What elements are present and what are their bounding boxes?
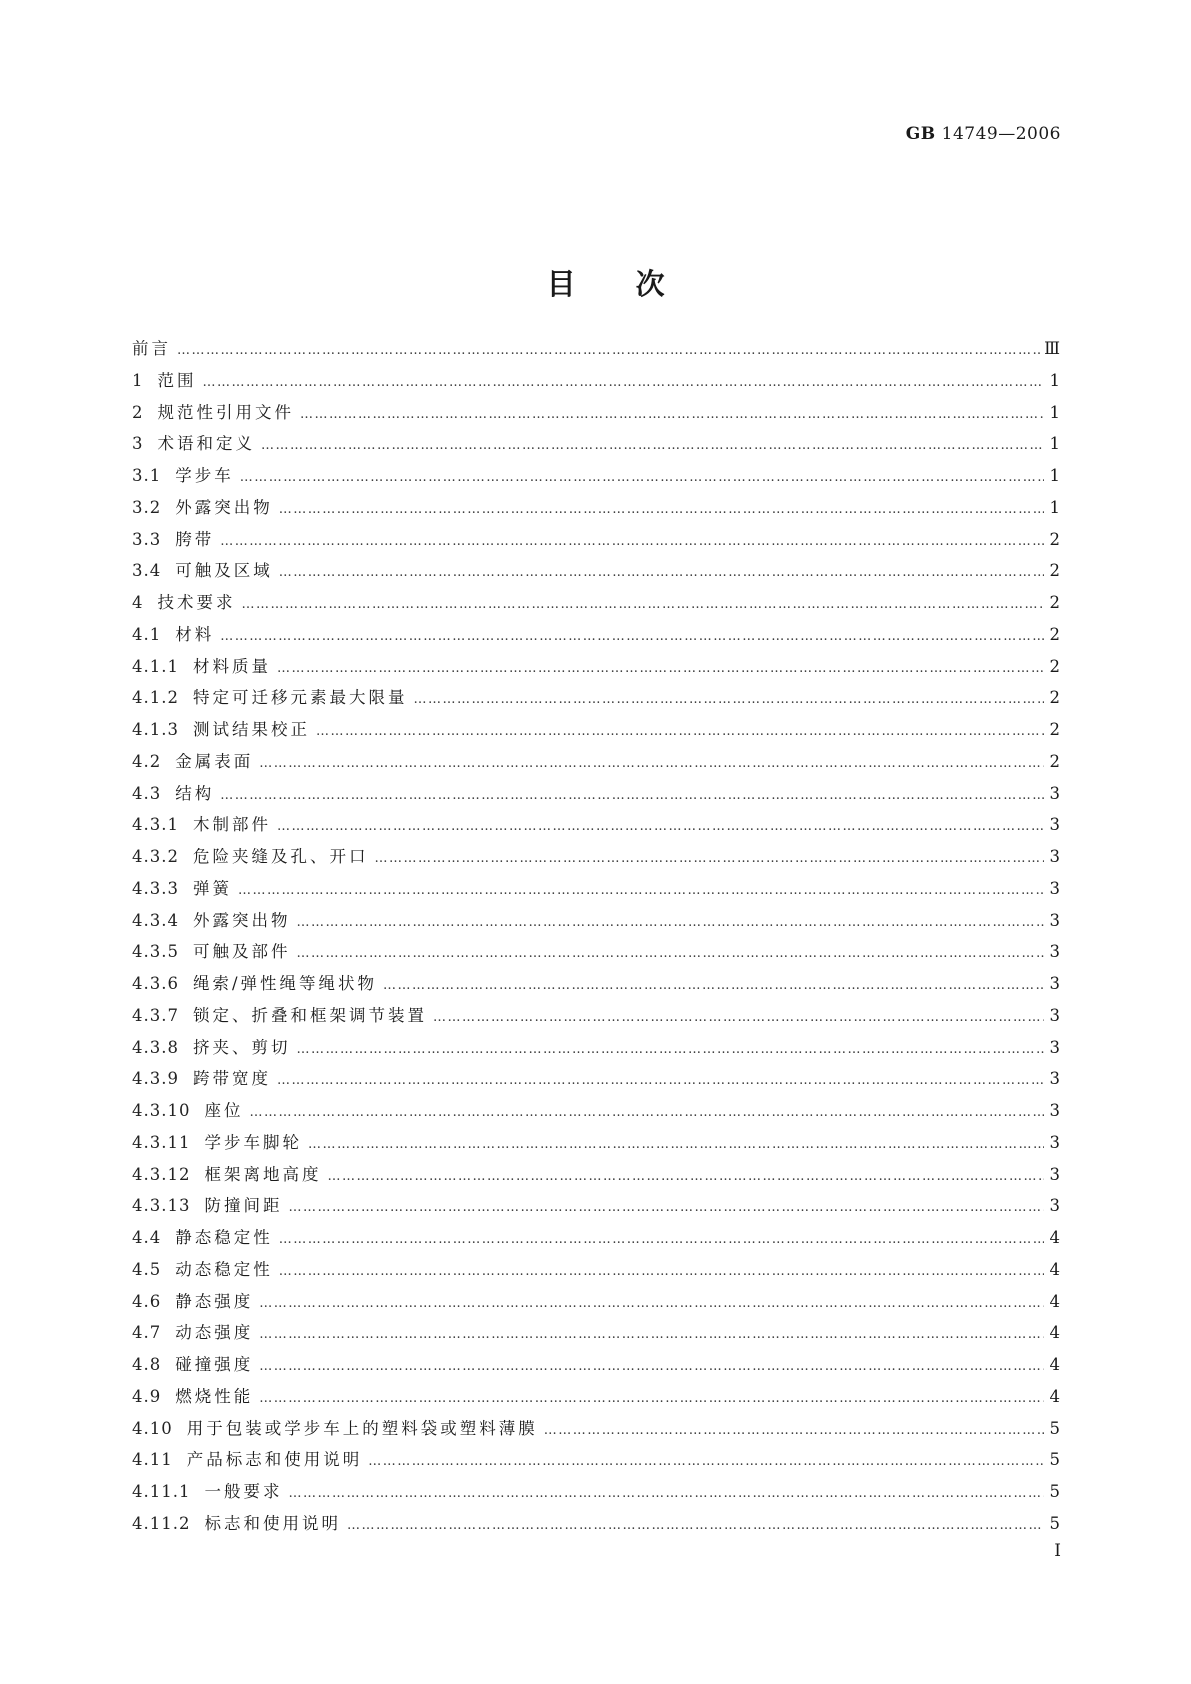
- toc-entry-title: 材料: [175, 624, 215, 644]
- toc-entry-title: 产品标志和使用说明: [186, 1450, 363, 1470]
- toc-entry-page: 3: [1049, 910, 1060, 930]
- toc-leader-dots: [277, 653, 1044, 685]
- toc-entry[interactable]: [132, 905, 1060, 937]
- toc-entry[interactable]: [132, 841, 1060, 873]
- toc-entry[interactable]: [132, 746, 1060, 778]
- toc-entry[interactable]: [132, 1508, 1060, 1540]
- toc-entry[interactable]: [132, 460, 1060, 492]
- toc-entry-page: 3: [1049, 942, 1060, 962]
- toc-entry-title: 静态稳定性: [175, 1228, 273, 1247]
- toc-entry-page: 3: [1049, 1164, 1060, 1184]
- toc-entry-title: 可触及区域: [175, 561, 273, 581]
- toc-entry-page: 2: [1049, 688, 1060, 708]
- toc-entry[interactable]: [132, 1095, 1060, 1127]
- toc-leader-dots: [279, 1256, 1044, 1288]
- toc-leader-dots: [277, 1065, 1044, 1097]
- toc-entry[interactable]: [132, 1032, 1060, 1064]
- toc-entry-page: 3: [1049, 1005, 1060, 1025]
- toc-entry-title: 用于包装或学步车上的塑料袋或塑料薄膜: [186, 1418, 538, 1438]
- toc-entry-page: 4: [1049, 1259, 1060, 1279]
- toc-entry-number: 4.3: [132, 783, 162, 803]
- toc-entry[interactable]: [132, 365, 1060, 397]
- toc-entry-title: 标志和使用说明: [204, 1513, 341, 1533]
- toc-leader-dots: [259, 1351, 1044, 1383]
- toc-entry-number: 3: [132, 434, 144, 454]
- toc-leader-dots: [220, 621, 1044, 653]
- toc-entry-page: 2: [1049, 751, 1060, 771]
- toc-leader-dots: [433, 1002, 1044, 1034]
- toc-leader-dots: [383, 970, 1044, 1002]
- toc-entry-title: 防撞间距: [204, 1196, 283, 1216]
- toc-entry-title: 一般要求: [204, 1482, 283, 1501]
- toc-entry-page: 5: [1049, 1418, 1060, 1438]
- toc-entry[interactable]: [132, 524, 1060, 556]
- toc-leader-dots: [316, 716, 1044, 748]
- toc-entry[interactable]: [132, 1476, 1060, 1508]
- toc-entry-number: 4.3.3: [132, 878, 179, 898]
- toc-entry-number: 3.1: [132, 466, 162, 485]
- toc-entry-title: 测试结果校正: [192, 720, 310, 739]
- toc-leader-dots: [259, 1319, 1044, 1351]
- toc-entry[interactable]: [132, 1222, 1060, 1254]
- toc-leader-dots: [347, 1510, 1044, 1542]
- toc-entry-number: 4.3.5: [132, 942, 179, 962]
- toc-entry[interactable]: [132, 428, 1060, 460]
- toc-entry-number: 2: [132, 402, 144, 422]
- toc-entry-title: 外露突出物: [175, 497, 273, 517]
- toc-entry-page: 1: [1049, 466, 1060, 485]
- toc-leader-dots: [242, 589, 1045, 621]
- toc-entry-number: 4.3.10: [132, 1101, 191, 1120]
- toc-entry-title: 术语和定义: [157, 434, 255, 454]
- toc-entry-title: 木制部件: [192, 815, 271, 835]
- toc-entry-page: 5: [1049, 1482, 1060, 1501]
- toc-entry[interactable]: [132, 873, 1060, 905]
- toc-entry[interactable]: [132, 619, 1060, 651]
- toc-entry-number: 4.3.6: [132, 974, 179, 993]
- toc-entry-page: 2: [1049, 624, 1060, 644]
- toc-entry-number: 4.3.12: [132, 1164, 191, 1184]
- toc-entry[interactable]: [132, 1444, 1060, 1476]
- toc-leader-dots: [296, 1034, 1044, 1066]
- toc-entry-number: 4.11.1: [132, 1482, 191, 1501]
- toc-entry-title: 范围: [157, 370, 197, 390]
- toc-entry-title: 危险夹缝及孔、开口: [192, 847, 369, 866]
- toc-entry-title: 动态稳定性: [175, 1259, 273, 1279]
- toc-entry-page: 3: [1049, 878, 1060, 898]
- toc-entry-page: 3: [1049, 783, 1060, 803]
- toc-entry[interactable]: [132, 682, 1060, 714]
- toc-entry-page: 2: [1049, 561, 1060, 581]
- toc-leader-dots: [288, 1478, 1044, 1510]
- toc-entry-title: 结构: [175, 783, 215, 803]
- toc-entry-title: 胯带: [175, 529, 215, 549]
- page-title: [0, 228, 1191, 303]
- toc-entry-page: 3: [1049, 1069, 1060, 1089]
- toc-entry-number: 3.4: [132, 561, 162, 581]
- toc-leader-dots: [288, 1192, 1044, 1224]
- toc-entry-title: 座位: [204, 1101, 244, 1120]
- toc-entry-number: 4.10: [132, 1418, 173, 1438]
- toc-entry-title: 前言: [132, 339, 171, 358]
- toc-entry-title: 学步车: [175, 466, 234, 485]
- toc-entry-page: 2: [1049, 720, 1060, 739]
- toc-entry[interactable]: [132, 968, 1060, 1000]
- toc-entry[interactable]: [132, 333, 1060, 365]
- toc-entry-title: 金属表面: [175, 751, 254, 771]
- toc-entry-title: 外露突出物: [192, 910, 291, 930]
- toc-entry[interactable]: [132, 587, 1060, 619]
- toc-entry[interactable]: [132, 1190, 1060, 1222]
- toc-entry-page: 2: [1049, 529, 1060, 549]
- toc-leader-dots: [203, 367, 1045, 399]
- toc-leader-dots: [259, 748, 1044, 780]
- toc-entry-title: 挤夹、剪切: [192, 1037, 291, 1057]
- toc-leader-dots: [277, 811, 1044, 843]
- toc-leader-dots: [177, 335, 1040, 367]
- toc-entry-page: 3: [1049, 1037, 1060, 1057]
- page-title-part-2: 次: [635, 267, 665, 301]
- toc-entry-page: 1: [1049, 497, 1060, 517]
- toc-entry-title: 燃烧性能: [175, 1386, 254, 1406]
- toc-entry[interactable]: [132, 1349, 1060, 1381]
- toc-entry-number: 4.3.9: [132, 1069, 179, 1089]
- toc-entry-title: 弹簧: [192, 878, 232, 898]
- toc-entry[interactable]: [132, 555, 1060, 587]
- toc-entry[interactable]: [132, 1317, 1060, 1349]
- toc-entry-number: 4.5: [132, 1259, 162, 1279]
- toc-entry[interactable]: [132, 492, 1060, 524]
- toc-leader-dots: [308, 1129, 1044, 1161]
- toc-entry-number: 4.6: [132, 1291, 162, 1311]
- toc-entry-number: 3.3: [132, 529, 162, 549]
- toc-entry-title: 框架离地高度: [204, 1164, 322, 1184]
- toc-entry-number: 4.3.13: [132, 1196, 191, 1216]
- toc-entry-page: 3: [1049, 974, 1060, 993]
- toc-leader-dots: [296, 907, 1044, 939]
- toc-entry-number: 4.3.4: [132, 910, 179, 930]
- toc-entry[interactable]: [132, 778, 1060, 810]
- toc-entry-title: 特定可迁移元素最大限量: [192, 688, 408, 708]
- toc-leader-dots: [296, 938, 1044, 970]
- table-of-contents: [132, 333, 1060, 1540]
- toc-entry-title: 可触及部件: [192, 942, 291, 962]
- toc-entry[interactable]: [132, 651, 1060, 683]
- toc-leader-dots: [249, 1097, 1044, 1129]
- toc-entry-page: 3: [1049, 1132, 1060, 1152]
- toc-entry[interactable]: [132, 397, 1060, 429]
- toc-entry-title: 碰撞强度: [175, 1355, 254, 1374]
- toc-entry-title: 跨带宽度: [192, 1069, 271, 1089]
- toc-leader-dots: [261, 430, 1044, 462]
- toc-entry-page: 3: [1049, 1196, 1060, 1216]
- toc-entry-number: 4.11: [132, 1450, 173, 1470]
- toc-entry-title: 技术要求: [157, 593, 236, 612]
- toc-entry-number: 4.1.3: [132, 720, 179, 739]
- toc-entry-page: Ⅲ: [1044, 339, 1060, 358]
- toc-entry[interactable]: [132, 714, 1060, 746]
- toc-leader-dots: [220, 780, 1044, 812]
- toc-entry-number: 4.3.1: [132, 815, 179, 835]
- toc-entry-number: 4.2: [132, 751, 162, 771]
- toc-entry-page: 4: [1049, 1323, 1060, 1343]
- toc-entry-number: 4.7: [132, 1323, 162, 1343]
- toc-leader-dots: [279, 1224, 1044, 1256]
- toc-entry-page: 5: [1049, 1450, 1060, 1470]
- toc-entry[interactable]: [132, 1159, 1060, 1191]
- toc-leader-dots: [240, 462, 1044, 494]
- toc-entry-title: 材料质量: [192, 656, 271, 676]
- toc-entry[interactable]: [132, 1063, 1060, 1095]
- page-folio: I: [1054, 1541, 1061, 1561]
- toc-entry-number: 4.4: [132, 1228, 162, 1247]
- toc-leader-dots: [259, 1288, 1044, 1320]
- toc-entry-number: 4: [132, 593, 144, 612]
- standard-number: 14749—2006: [941, 124, 1061, 144]
- toc-entry-number: 4.11.2: [132, 1513, 191, 1533]
- toc-entry-title: 锁定、折叠和框架调节装置: [192, 1005, 427, 1025]
- toc-leader-dots: [238, 875, 1044, 907]
- toc-entry-title: 学步车脚轮: [204, 1132, 302, 1152]
- toc-entry[interactable]: [132, 1127, 1060, 1159]
- toc-entry-number: 1: [132, 370, 144, 390]
- toc-leader-dots: [279, 494, 1044, 526]
- page-title-part-1: 目: [546, 267, 576, 301]
- toc-leader-dots: [544, 1415, 1044, 1447]
- toc-leader-dots: [413, 684, 1044, 716]
- toc-entry-number: 3.2: [132, 497, 162, 517]
- toc-entry-page: 4: [1049, 1228, 1060, 1247]
- toc-entry-page: 3: [1049, 815, 1060, 835]
- toc-entry-page: 4: [1049, 1291, 1060, 1311]
- standard-prefix: GB: [905, 124, 936, 144]
- toc-leader-dots: [279, 557, 1044, 589]
- toc-entry-page: 1: [1049, 434, 1060, 454]
- toc-entry-number: 4.1: [132, 624, 162, 644]
- toc-leader-dots: [300, 399, 1044, 431]
- toc-leader-dots: [374, 843, 1044, 875]
- toc-entry-number: 4.3.8: [132, 1037, 179, 1057]
- toc-entry[interactable]: [132, 1254, 1060, 1286]
- toc-leader-dots: [259, 1383, 1044, 1415]
- toc-leader-dots: [220, 526, 1044, 558]
- toc-entry-page: 4: [1049, 1355, 1060, 1374]
- toc-leader-dots: [368, 1446, 1044, 1478]
- toc-entry[interactable]: [132, 1286, 1060, 1318]
- toc-entry-number: 4.9: [132, 1386, 162, 1406]
- toc-entry-page: 5: [1049, 1513, 1060, 1533]
- toc-entry[interactable]: [132, 1381, 1060, 1413]
- toc-entry-page: 1: [1049, 402, 1060, 422]
- toc-entry[interactable]: [132, 1413, 1060, 1445]
- toc-entry-number: 4.3.2: [132, 847, 179, 866]
- toc-entry[interactable]: [132, 1000, 1060, 1032]
- toc-entry-title: 规范性引用文件: [157, 402, 294, 422]
- toc-entry[interactable]: [132, 809, 1060, 841]
- toc-entry[interactable]: [132, 936, 1060, 968]
- toc-entry-page: 2: [1049, 593, 1060, 612]
- toc-entry-page: 3: [1049, 847, 1060, 866]
- toc-entry-page: 1: [1049, 370, 1060, 390]
- toc-entry-title: 绳索/弹性绳等绳状物: [192, 974, 378, 993]
- standard-code: [906, 124, 1061, 144]
- toc-entry-number: 4.1.2: [132, 688, 179, 708]
- toc-entry-page: 2: [1049, 656, 1060, 676]
- toc-entry-page: 4: [1049, 1386, 1060, 1406]
- toc-entry-number: 4.8: [132, 1355, 162, 1374]
- toc-entry-number: 4.1.1: [132, 656, 179, 676]
- toc-entry-title: 动态强度: [175, 1323, 254, 1343]
- toc-entry-number: 4.3.11: [132, 1132, 191, 1152]
- toc-leader-dots: [327, 1161, 1044, 1193]
- toc-entry-page: 3: [1049, 1101, 1060, 1120]
- toc-entry-number: 4.3.7: [132, 1005, 179, 1025]
- toc-entry-title: 静态强度: [175, 1291, 254, 1311]
